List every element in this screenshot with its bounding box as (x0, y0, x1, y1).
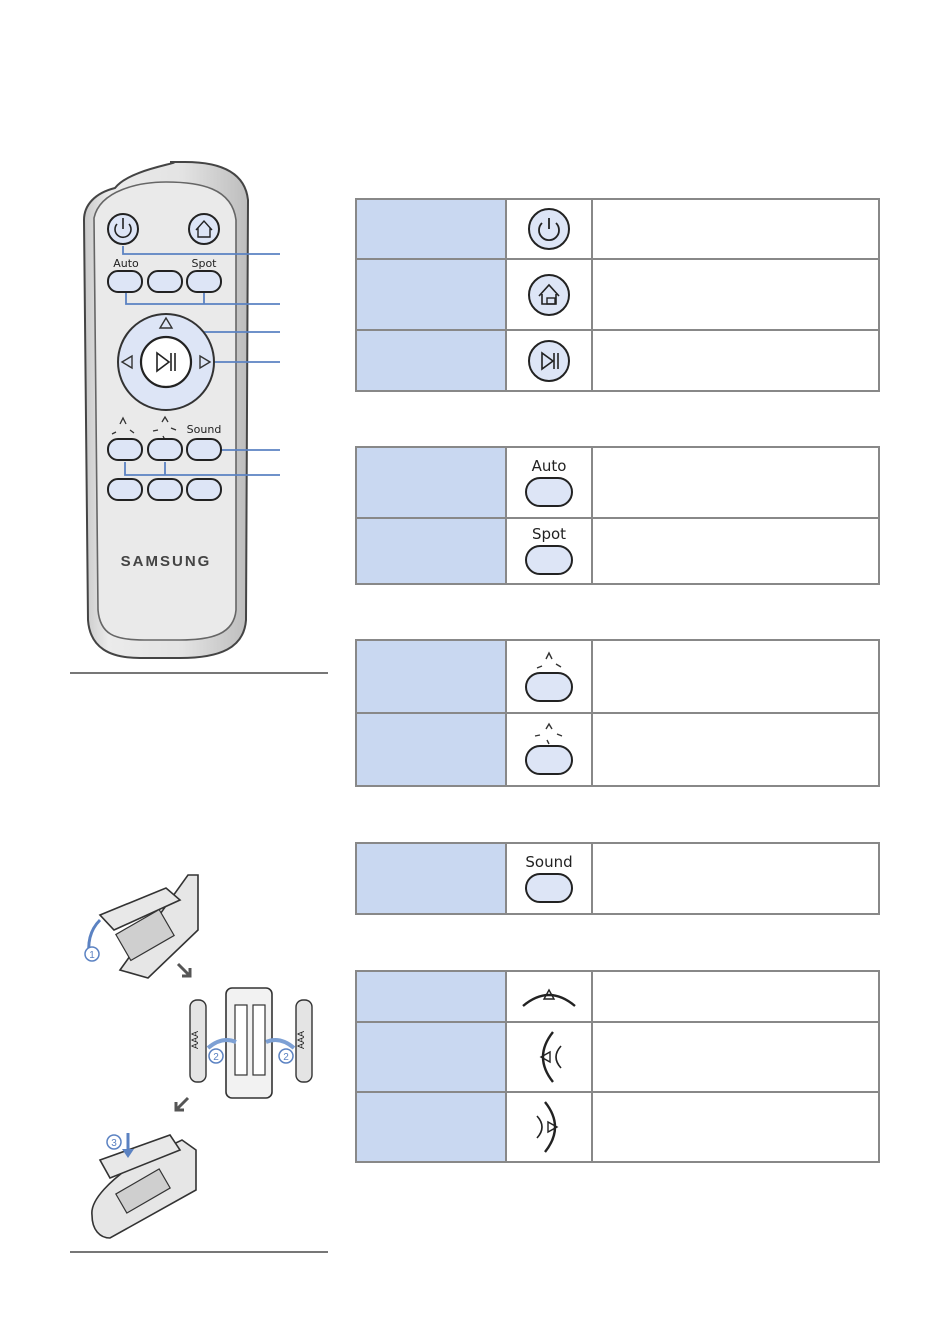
power-name-cell (356, 199, 506, 259)
remote-control-illustration (70, 160, 330, 660)
spot-button-icon (524, 544, 574, 576)
auto-name-cell (356, 447, 506, 518)
spot-caption: Spot (531, 525, 567, 543)
forward-arrow-icon (519, 980, 579, 1014)
suction-normal-icon-cell (506, 640, 592, 713)
brand-logo: SAMSUNG (120, 553, 212, 570)
spot-name-cell (356, 518, 506, 584)
sound-name-cell (356, 843, 506, 914)
suction-turbo-desc-cell (592, 713, 879, 786)
row-suction-turbo (356, 713, 879, 786)
section-rule-top (70, 672, 328, 674)
step2-insert-batteries (190, 988, 312, 1098)
sound-button-icon (524, 872, 574, 904)
forward-desc-cell (592, 971, 879, 1022)
step-2b-number: 2 (283, 1052, 289, 1063)
sound-icon-cell (506, 843, 592, 914)
bottom-button-2 (148, 479, 182, 500)
suction-turbo-name-cell (356, 713, 506, 786)
bottom-button-3 (187, 479, 221, 500)
table-cleaning-modes (355, 446, 880, 585)
home-desc-cell (592, 259, 879, 330)
suction-turbo-icon-cell (506, 713, 592, 786)
row-power (356, 199, 879, 259)
spot-icon-cell (506, 518, 592, 584)
bottom-button-1 (108, 479, 142, 500)
suction-normal-desc-cell (592, 640, 879, 713)
power-button (108, 214, 138, 244)
rotate-right-icon-cell (506, 1092, 592, 1162)
section-rule-bottom (70, 1251, 328, 1253)
start-stop-icon-cell (506, 330, 592, 391)
rotate-left-name-cell (356, 1022, 506, 1092)
home-icon-cell (506, 259, 592, 330)
auto-icon-cell (506, 447, 592, 518)
suction-button-1 (108, 439, 142, 460)
rotate-left-icon-cell (506, 1022, 592, 1092)
home-icon (527, 273, 571, 317)
suction-button-2 (148, 439, 182, 460)
battery-label-right: AAA (296, 1030, 306, 1050)
power-desc-cell (592, 199, 879, 259)
spot-label: Spot (191, 257, 217, 270)
step-2a-number: 2 (213, 1052, 219, 1063)
rotate-right-desc-cell (592, 1092, 879, 1162)
forward-icon-cell (506, 971, 592, 1022)
spot-button (187, 271, 221, 292)
spot-desc-cell (592, 518, 879, 584)
sound-label: Sound (186, 423, 222, 436)
sound-desc-cell (592, 843, 879, 914)
left-arrow-icon (529, 1028, 569, 1086)
suction-normal-name-cell (356, 640, 506, 713)
rotate-left-desc-cell (592, 1022, 879, 1092)
suction-normal-icon (524, 649, 574, 705)
row-spot (356, 518, 879, 584)
row-forward (356, 971, 879, 1022)
row-sound (356, 843, 879, 914)
sound-button (187, 439, 221, 460)
step3-cover-closing (92, 1133, 196, 1238)
step-1-number: 1 (89, 950, 95, 961)
battery-label-left: AAA (190, 1030, 200, 1050)
auto-label: Auto (113, 257, 139, 270)
table-suction-modes (355, 639, 880, 787)
power-icon-cell (506, 199, 592, 259)
row-rotate-right (356, 1092, 879, 1162)
table-sound (355, 842, 880, 915)
battery-installation-illustration (70, 860, 330, 1250)
row-rotate-left (356, 1022, 879, 1092)
row-suction-normal (356, 640, 879, 713)
suction-turbo-icon (524, 722, 574, 778)
step1-cover-removal (85, 875, 198, 978)
row-home (356, 259, 879, 330)
arrow-down-right-icon (178, 964, 190, 976)
auto-button (108, 271, 142, 292)
step-3-number: 3 (111, 1138, 117, 1149)
rotate-right-name-cell (356, 1092, 506, 1162)
sound-caption: Sound (525, 852, 573, 871)
home-button (189, 214, 219, 244)
start-stop-name-cell (356, 330, 506, 391)
direction-pad (118, 314, 214, 410)
home-name-cell (356, 259, 506, 330)
power-icon (527, 207, 571, 251)
forward-name-cell (356, 971, 506, 1022)
table-basic-buttons (355, 198, 880, 392)
row-auto (356, 447, 879, 518)
start-stop-desc-cell (592, 330, 879, 391)
auto-caption: Auto (531, 456, 567, 475)
arrow-down-left-icon (176, 1098, 188, 1110)
row-start-stop (356, 330, 879, 391)
play-pause-icon (527, 339, 571, 383)
table-direction-keys (355, 970, 880, 1163)
right-arrow-icon (529, 1098, 569, 1156)
auto-button-icon (524, 476, 574, 508)
blank-button (148, 271, 182, 292)
auto-desc-cell (592, 447, 879, 518)
